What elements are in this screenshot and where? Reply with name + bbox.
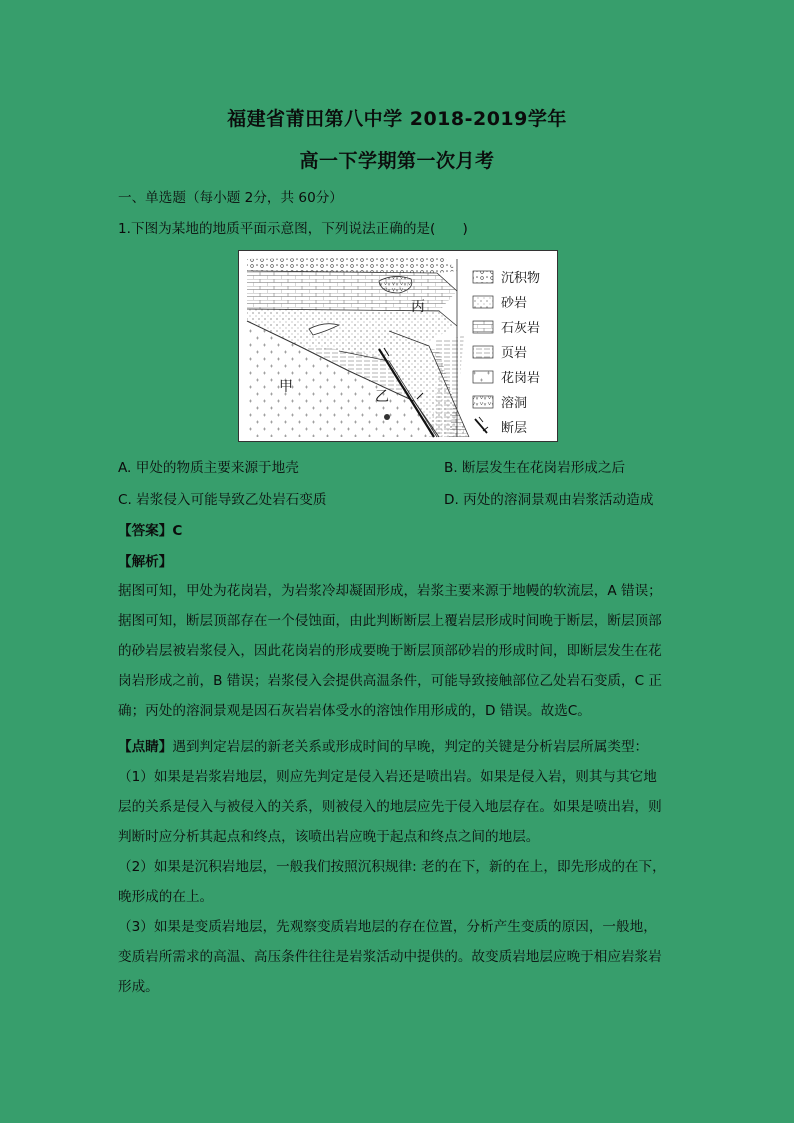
tip-line: 层的关系是侵入与被侵入的关系，则被侵入的地层应先于侵入地层存在。如果是喷出岩，则	[118, 799, 662, 815]
option-b: B. 断层发生在花岗岩形成之后	[444, 460, 626, 476]
analysis-line: 确；丙处的溶洞景观是因石灰岩岩体受水的溶蚀作用形成的，D 错误。故选C。	[118, 703, 591, 719]
legend-shale: 页岩	[501, 346, 528, 361]
analysis-text	[118, 576, 678, 726]
label-yi: 乙	[375, 389, 389, 405]
legend-granite: 花岗岩	[501, 371, 541, 386]
option-a: A. 甲处的物质主要来源于地壳	[118, 460, 299, 476]
tip-line: （1）如果是岩浆岩地层，则应先判定是侵入岩还是喷出岩。如果是侵入岩，则其与其它地	[118, 769, 657, 785]
label-bing: 丙	[411, 299, 425, 315]
analysis-line: 的砂岩层被岩浆侵入，因此花岗岩的形成要晚于断层顶部砂岩的形成时间，即断层发生在花	[118, 643, 662, 659]
analysis-line: 据图可知，甲处为花岗岩，为岩浆冷却凝固形成，岩浆主要来源于地幔的软流层，A 错误；	[118, 583, 662, 599]
geology-map-drawing	[239, 251, 557, 441]
document-title-line2: 高一下学期第一次月考	[299, 150, 495, 172]
legend-sediment: 沉积物	[501, 271, 541, 286]
analysis-line: 据图可知，断层顶部存在一个侵蚀面，由此判断断层上覆岩层形成时间晚于断层，断层顶部	[118, 613, 662, 629]
shale-pattern-icon	[473, 346, 493, 358]
point-yi-marker	[384, 414, 390, 420]
question-stem: 1.下图为某地的地质平面示意图，下列说法正确的是( )	[118, 221, 468, 237]
legend-fault: 断层	[501, 421, 528, 436]
tip-line: （2）如果是沉积岩地层，一般我们按照沉积规律: 老的在下，新的在上，即先形成的在下，	[118, 859, 666, 875]
geology-map-figure	[238, 250, 558, 442]
section-heading: 一、单选题（每小题 2分，共 60分）	[118, 190, 343, 206]
sandstone-pattern-icon	[473, 296, 493, 308]
answer-label: 【答案】C	[118, 523, 183, 539]
option-c: C. 岩浆侵入可能导致乙处岩石变质	[118, 492, 327, 508]
tip-line: （3）如果是变质岩地层，先观察变质岩地层的存在位置，分析产生变质的原因，一般地，	[118, 919, 657, 935]
map-legend	[473, 270, 540, 436]
analysis-label: 【解析】	[118, 554, 173, 570]
sediment-pattern-icon	[473, 271, 493, 283]
legend-sandstone: 砂岩	[501, 296, 528, 311]
map-area	[247, 257, 469, 437]
tip-intro: 遇到判定岩层的新老关系或形成时间的早晚，判定的关键是分析岩层所属类型：	[172, 739, 649, 755]
tip-first-line	[118, 732, 678, 762]
limestone-pattern-icon	[473, 321, 493, 333]
cave-pattern-icon	[473, 396, 493, 408]
label-jia: 甲	[279, 379, 293, 395]
analysis-line: 岗岩形成之前，B 错误；岩浆侵入会提供高温条件，可能导致接触部位乙处岩石变质，C 正	[118, 673, 663, 689]
tip-line: 判断时应分析其起点和终点，该喷出岩应晚于起点和终点之间的地层。	[118, 829, 540, 845]
legend-limestone: 石灰岩	[501, 321, 541, 336]
fault-symbol-icon	[475, 417, 488, 433]
granite-pattern-icon	[473, 371, 493, 383]
tip-line: 晚形成的在上。	[118, 889, 214, 905]
legend-cave: 溶洞	[501, 396, 528, 411]
tip-line: 形成。	[118, 979, 159, 995]
document-title-line1: 福建省莆田第八中学 2018-2019学年	[227, 108, 567, 130]
option-d: D. 丙处的溶洞景观由岩浆活动造成	[444, 492, 654, 508]
tip-line: 变质岩所需求的高温、高压条件往往是岩浆活动中提供的。故变质岩地层应晚于相应岩浆岩	[118, 949, 662, 965]
tip-text	[118, 732, 678, 1002]
tip-label: 【点睛】	[118, 739, 173, 755]
